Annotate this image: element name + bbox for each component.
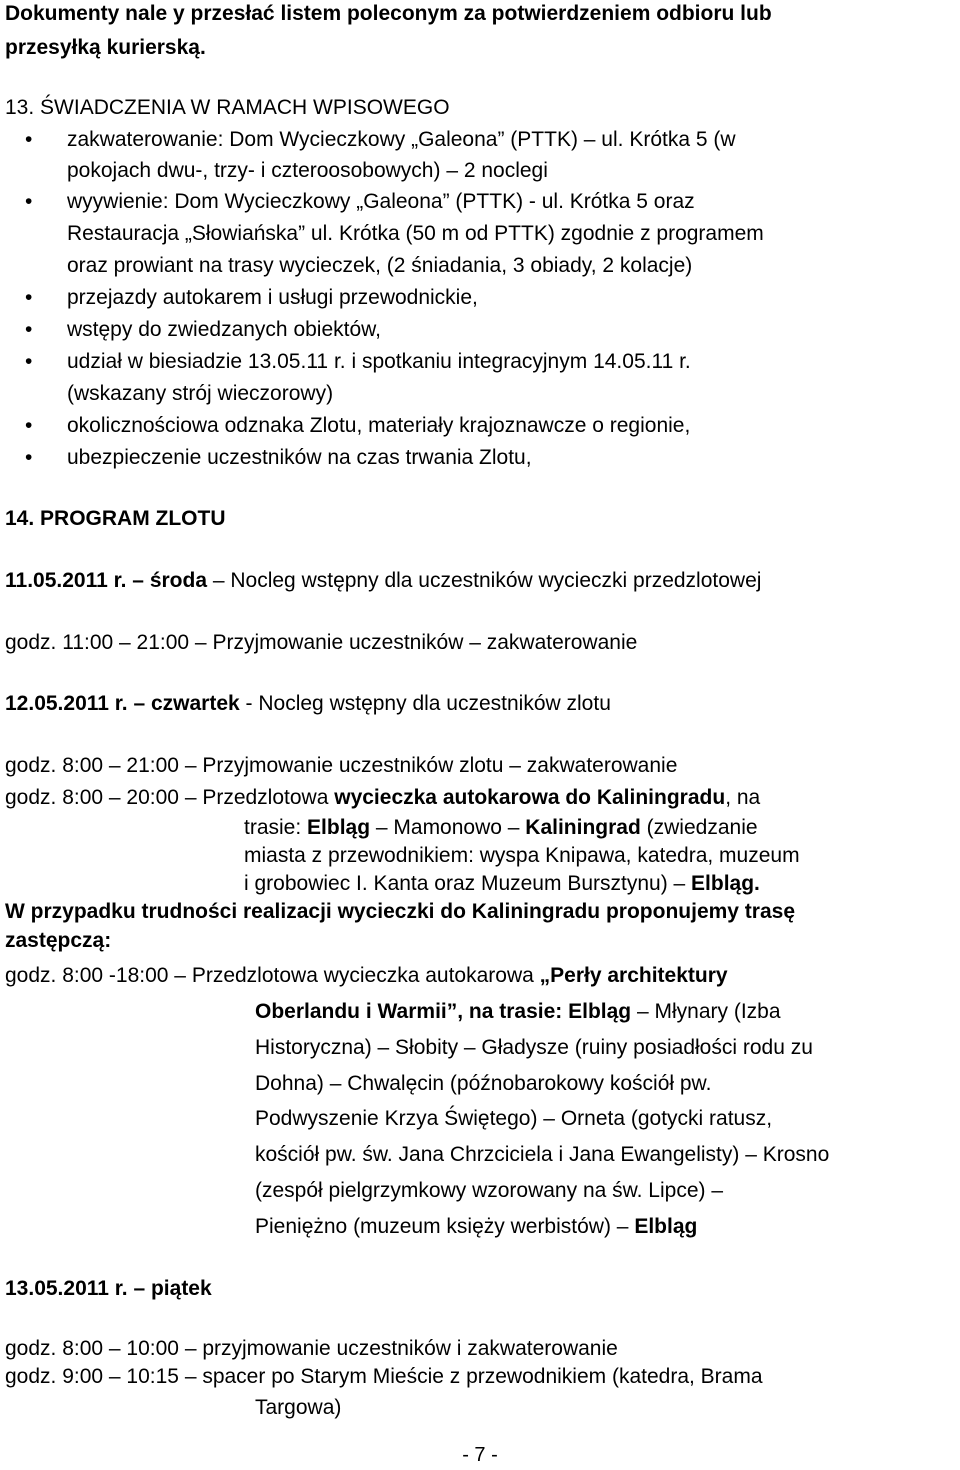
day-2-desc: - Nocleg wstępny dla uczestników zlotu bbox=[239, 692, 611, 715]
list-item-continuation: (wskazany strój wieczorowy) bbox=[67, 382, 334, 405]
alternative-route-time bbox=[5, 962, 728, 990]
day-3-entry-1: godz. 8:00 – 10:00 – przyjmowanie uczestników i zakwaterowanie bbox=[5, 1337, 618, 1360]
day-2-entry-2-line-2 bbox=[244, 814, 758, 842]
entry-highlight: wycieczka autokarowa do Kaliningradu bbox=[334, 786, 726, 809]
bullet-icon: • bbox=[25, 446, 33, 469]
entry-highlight: Kaliningrad bbox=[525, 816, 641, 839]
entry-highlight: Elbląg bbox=[307, 816, 371, 839]
list-item: udział w biesiadzie 13.05.11 r. i spotkaniu integracyjnym 14.05.11 r. bbox=[67, 350, 691, 373]
entry-text: Przedzlotowa wycieczka autokarowa bbox=[191, 964, 540, 987]
bullet-icon: • bbox=[25, 414, 33, 437]
day-2-date: 12.05.2011 r. – czwartek bbox=[5, 692, 240, 715]
section-14-heading: 14. PROGRAM ZLOTU bbox=[5, 507, 226, 530]
alternative-route-line-7: (zespół pielgrzymkowy wzorowany na św. Lipce) – bbox=[255, 1179, 724, 1202]
entry-text: – Mamonowo – bbox=[370, 816, 526, 839]
bullet-icon: • bbox=[25, 318, 33, 341]
alternative-route-note-line-1: W przypadku trudności realizacji wycieczki do Kaliningradu proponujemy trasę bbox=[5, 900, 796, 923]
day-1-desc: – Nocleg wstępny dla uczestników wycieczki przedzlotowej bbox=[207, 569, 762, 592]
intro-line-2: przesyłką kurierską. bbox=[5, 36, 206, 59]
entry-highlight: Elbląg bbox=[634, 1215, 698, 1238]
list-item: wstępy do zwiedzanych obiektów, bbox=[67, 318, 382, 341]
alternative-route-line-8 bbox=[255, 1213, 697, 1241]
entry-time: godz. 8:00 -18:00 – bbox=[5, 964, 192, 987]
bullet-icon: • bbox=[25, 350, 33, 373]
day-2-entry-2-line-3: miasta z przewodnikiem: wyspa Knipawa, katedra, muzeum bbox=[244, 844, 800, 867]
intro-line-1: Dokumenty nale y przesłać listem poleconym za potwierdzeniem odbioru lub bbox=[5, 2, 772, 25]
entry-highlight: Oberlandu i Warmii”, na trasie: Elbląg bbox=[255, 1000, 632, 1023]
entry-text: . bbox=[754, 872, 760, 895]
day-3-entry-2: godz. 9:00 – 10:15 – spacer po Starym Mieście z przewodnikiem (katedra, Brama bbox=[5, 1365, 763, 1388]
alternative-route-line-6: kościół pw. św. Jana Chrzciciela i Jana Ewangelisty) – Krosno bbox=[255, 1143, 830, 1166]
bullet-icon: • bbox=[25, 190, 33, 213]
day-1-header bbox=[5, 567, 761, 595]
list-item-continuation: Restauracja „Słowiańska” ul. Krótka (50 m od PTTK) zgodnie z programem bbox=[67, 222, 764, 245]
day-2-entry-2-line-4 bbox=[244, 870, 760, 898]
alternative-route-line-4: Dohna) – Chwalęcin (późnobarokowy kościół pw. bbox=[255, 1072, 712, 1095]
day-3-entry-2-line-2: Targowa) bbox=[255, 1396, 342, 1419]
alternative-route-note-line-2: zastępczą: bbox=[5, 929, 112, 952]
bullet-icon: • bbox=[25, 128, 33, 151]
entry-text: Pieniężno (muzeum księży werbistów) – bbox=[255, 1215, 635, 1238]
entry-highlight: Elbląg bbox=[691, 872, 755, 895]
day-1-entry: godz. 11:00 – 21:00 – Przyjmowanie uczestników – zakwaterowanie bbox=[5, 631, 638, 654]
list-item: okolicznościowa odznaka Zlotu, materiały krajoznawcze o regionie, bbox=[67, 414, 691, 437]
alternative-route-line-3: Historyczna) – Słobity – Gładysze (ruiny posiadłości rodu zu bbox=[255, 1036, 813, 1059]
entry-text: (zwiedzanie bbox=[640, 816, 758, 839]
section-13-heading: 13. ŚWIADCZENIA W RAMACH WPISOWEGO bbox=[5, 96, 450, 119]
entry-text: i grobowiec I. Kanta oraz Muzeum Bursztynu) – bbox=[244, 872, 692, 895]
list-item: przejazdy autokarem i usługi przewodnickie, bbox=[67, 286, 478, 309]
list-item: ubezpieczenie uczestników na czas trwania Zlotu, bbox=[67, 446, 532, 469]
list-item: zakwaterowanie: Dom Wycieczkowy „Galeona” (PTTK) – ul. Krótka 5 (w bbox=[67, 128, 736, 151]
day-2-entry-1: godz. 8:00 – 21:00 – Przyjmowanie uczestników zlotu – zakwaterowanie bbox=[5, 754, 678, 777]
bullet-icon: • bbox=[25, 286, 33, 309]
list-item-continuation: oraz prowiant na trasy wycieczek, (2 śniadania, 3 obiady, 2 kolacje) bbox=[67, 254, 693, 277]
alternative-route-line-5: Podwyszenie Krzya Świętego) – Orneta (gotycki ratusz, bbox=[255, 1107, 773, 1130]
entry-highlight: „Perły architektury bbox=[539, 964, 728, 987]
day-2-header bbox=[5, 690, 611, 718]
page-number: - 7 - bbox=[462, 1444, 498, 1466]
entry-text: , na bbox=[725, 786, 761, 809]
entry-text: Przedzlotowa bbox=[202, 786, 335, 809]
alternative-route-line-2 bbox=[255, 998, 781, 1026]
entry-text: – Młynary (Izba bbox=[631, 1000, 781, 1023]
list-item-continuation: pokojach dwu-, trzy- i czteroosobowych) – 2 noclegi bbox=[67, 159, 548, 182]
entry-text: trasie: bbox=[244, 816, 308, 839]
entry-time: godz. 8:00 – 20:00 – bbox=[5, 786, 203, 809]
day-2-entry-2 bbox=[5, 784, 760, 812]
day-3-date: 13.05.2011 r. – piątek bbox=[5, 1277, 212, 1300]
day-1-date: 11.05.2011 r. – środa bbox=[5, 569, 208, 592]
list-item: wyywienie: Dom Wycieczkowy „Galeona” (PTTK) - ul. Krótka 5 oraz bbox=[67, 190, 695, 213]
